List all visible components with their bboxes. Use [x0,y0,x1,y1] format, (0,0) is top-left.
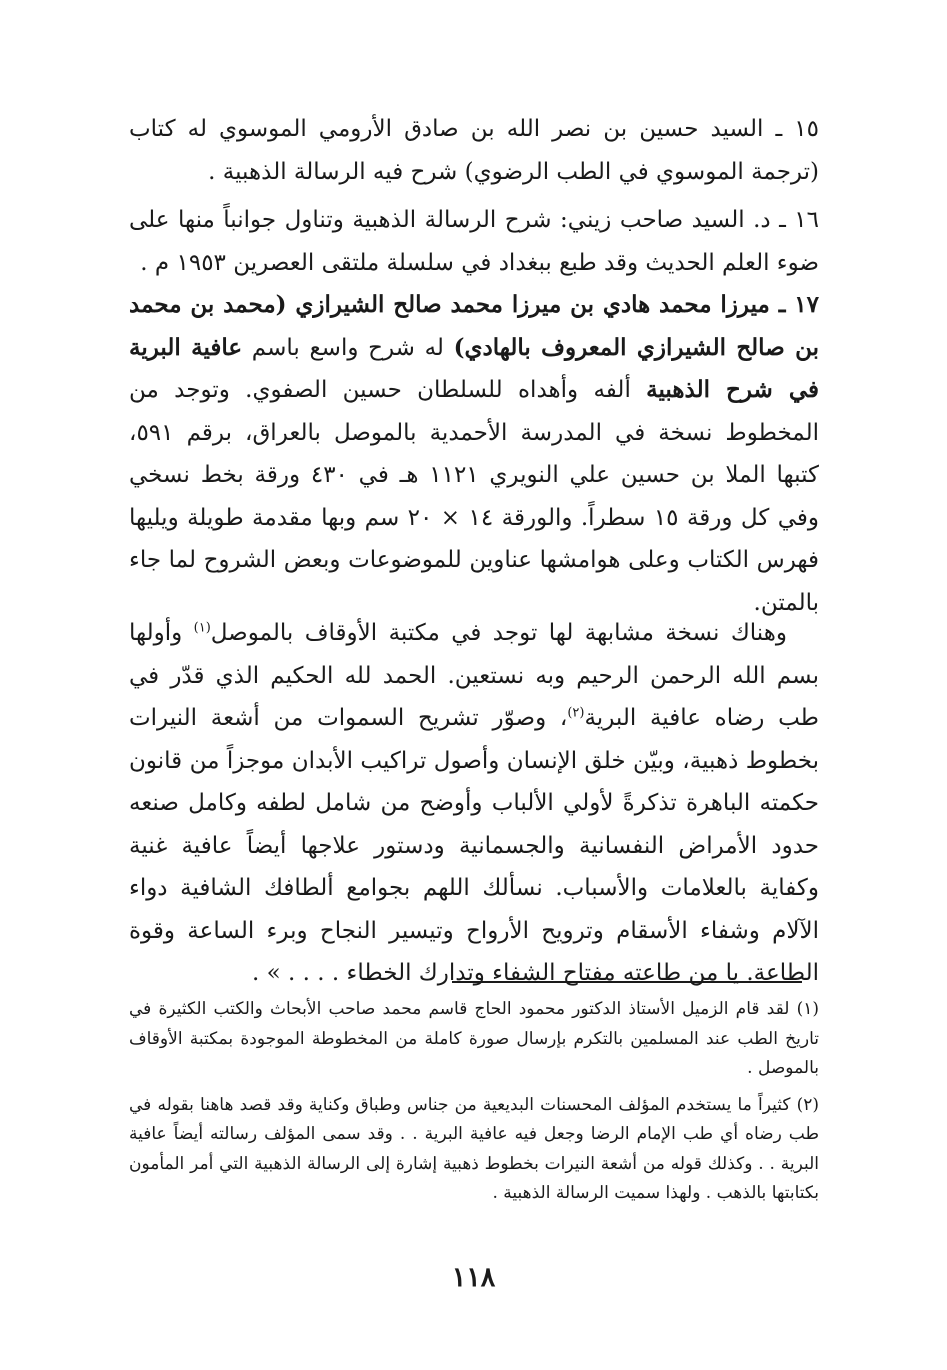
page-number: ١١٨ [451,1262,496,1293]
entry-16: ١٦ ـ د. السيد صاحب زيني: شرح الرسالة الذهبية وتناول جوانباً منها على ضوء العلم الحديث وقد طبع ببغداد في سلسلة ملتقى العصرين ١٩٥٣ م . [129,207,819,276]
footnote-ref-1[interactable]: (١) [193,620,211,636]
entry-17 [129,284,819,616]
footnote-divider [452,981,802,983]
quote-part-1: وهناك نسخة مشابهة لها توجد في مكتبة الأوقاف بالموصل [210,620,787,646]
entry-17-book-title: عافية البرية في شرح الذهبية [129,333,819,403]
entry-15: ١٥ ـ السيد حسين بن نصر الله بن صادق الأرومي الموسوي له كتاب (ترجمة الموسوي في الطب الرضوي) شرح فيه الرسالة الذهبية . [129,116,819,185]
footnote-2: (٢) كثيراً ما يستخدم المؤلف المحسنات البديعية من جناس وطباق وكناية وقد قصد هاهنا بقوله في طب رضاه أي طب الإمام الرضا وجعل فيه عافية البرية . . وقد سمى المؤلف رسالته أيضاً عافية البرية . . وكذلك قوله من أشعة النيرات بخطوط ذهبية إشارة إلى الرسالة الذهبية التي أمر المأمون بكتابتها بالذهب . ولهذا سميت الرسالة الذهبية . [129,1094,819,1203]
entry-17-author: ١٧ ـ ميرزا محمد هادي بن ميرزا محمد صالح الشيرازي (محمد بن محمد بن صالح الشيرازي المعروف بالهادي) [129,291,819,361]
footnote-1: (١) لقد قام الزميل الأستاذ الدكتور محمود الحاج قاسم محمد صاحب الأبحاث والكتب الكثيرة في تاريخ الطب عند المسلمين بالتكرم بإرسال صورة كاملة من المخطوطة الموجودة بمكتبة الأوقاف بالموصل . [129,999,819,1078]
footnotes [129,995,819,1209]
quote-part-2: وأولها بسم الله الرحمن الرحيم وبه نستعين. الحمد لله الحكيم الذي قدّر في طب رضاه عافية البرية [129,620,819,731]
main-text [129,108,819,995]
footnote-ref-2[interactable]: (٢) [567,705,585,721]
entry-17-description: ألفه وأهداه للسلطان حسين الصفوي. وتوجد من المخطوط نسخة في المدرسة الأحمدية بالموصل بالعراق، برقم ٥٩١، كتبها الملا بن حسين علي النويري ١١٢١ هـ في ٤٣٠ ورقة بخط نسخي وفي كل ورقة ١٥ سطراً. والورقة ١٤ × ٢٠ سم وبها مقدمة طويلة ويليها فهرس الكتاب وعلى هوامشها عناوين للموضوعات وبعض الشروح لما جاء بالمتن. [129,377,819,616]
quote-part-3: ، وصوّر تشريح السموات من أشعة النيرات بخطوط ذهبية، وبيّن خلق الإنسان وأصول تراكيب الأبدان موجزاً من قانون حكمته الباهرة تذكرةً لأولي الألباب وأوضح من شامل لطفه وكامل صنعه حدود الأمراض النفسانية والجسمانية ودستور علاجها أيضاً عافية غنية وكفاية بالعلامات والأسباب. نسألك اللهم بجوامع ألطافك الشافية دواء الآلام وشفاء الأسقام وترويح الأرواح وتيسير النجاح وبرء الساعة وقوة الطاعة. يا من طاعته مفتاح الشفاء وتدارك الخطاء . . . . » . [129,705,819,986]
manuscript-quote [129,612,819,995]
entry-17-connector: له شرح واسع باسم [242,334,454,361]
